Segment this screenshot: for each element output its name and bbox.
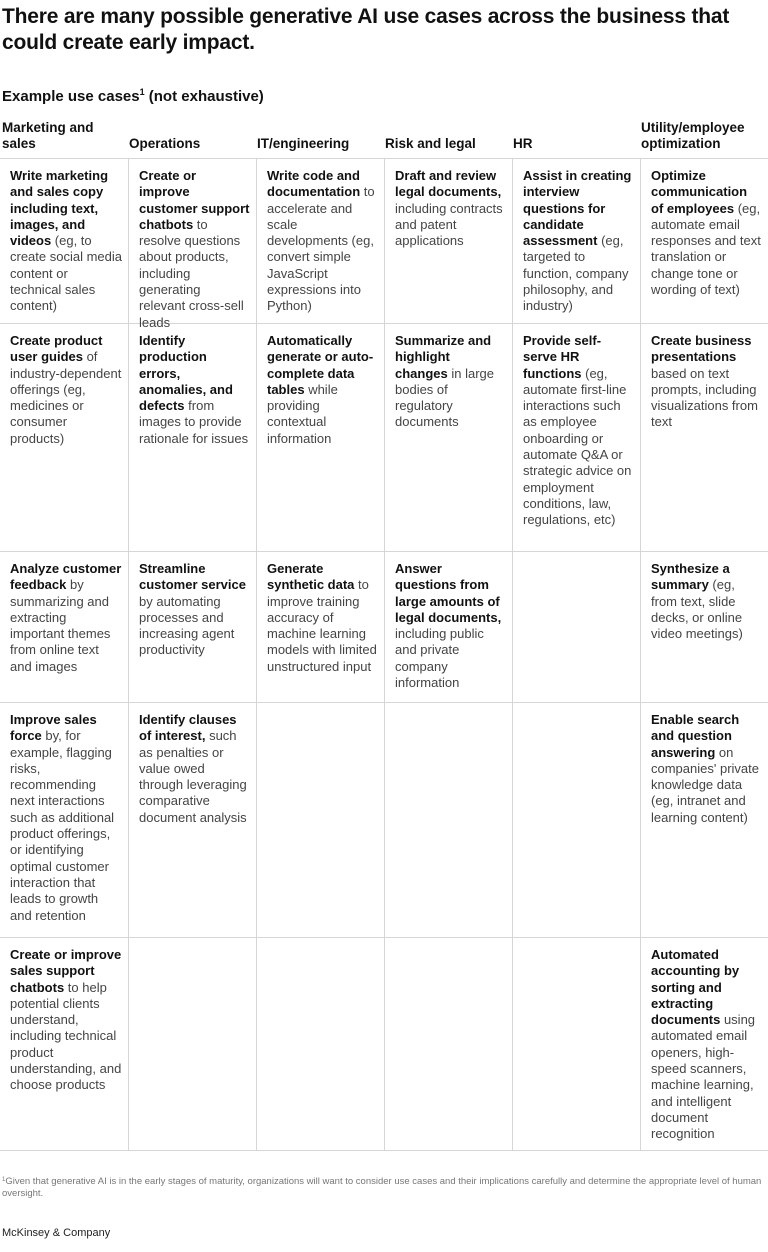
use-case-description: to resolve questions about products, including generating relevant cross-sell leads bbox=[139, 216, 244, 330]
subtitle-text: Example use cases bbox=[2, 88, 140, 105]
column-header-risk-legal: Risk and legal bbox=[385, 136, 476, 151]
table-cell bbox=[128, 552, 256, 702]
table-cell bbox=[640, 552, 768, 702]
use-case-description: on companies' private knowledge data (eg, intranet and learning content) bbox=[651, 744, 759, 825]
use-case-description: including public and private company information bbox=[395, 626, 484, 691]
use-case-title: Answer questions from large amounts of legal documents, bbox=[395, 561, 502, 625]
use-case-title: Create or improve sales support chatbots bbox=[10, 947, 122, 995]
table-cell bbox=[256, 159, 384, 323]
table-row bbox=[0, 552, 768, 703]
table-cell bbox=[384, 552, 512, 702]
table-cell bbox=[0, 938, 128, 1150]
use-case-description: to improve training accuracy of machine learning models with limited unstructured input bbox=[267, 577, 377, 674]
use-case-title: Generate synthetic data bbox=[267, 561, 355, 593]
use-case-title: Streamline customer service bbox=[139, 561, 246, 593]
use-case-title: Identify clauses of interest, bbox=[139, 712, 237, 744]
table-cell bbox=[512, 324, 640, 551]
table-row bbox=[0, 938, 768, 1151]
table-cell bbox=[640, 938, 768, 1150]
column-headers bbox=[0, 118, 768, 158]
use-case-description: (eg, targeted to function, company philosophy, and industry) bbox=[523, 233, 629, 314]
table-cell bbox=[384, 938, 512, 1150]
use-case-title: Synthesize a summary bbox=[651, 561, 730, 593]
column-header-it: IT/engineering bbox=[257, 136, 350, 151]
table-cell bbox=[384, 324, 512, 551]
use-case-description: in large bodies of regulatory documents bbox=[395, 365, 494, 430]
footnote-text: Given that generative AI is in the early stages of maturity, organizations will want to consider use cases and their implications carefully and determine the appropriate level of human oversight. bbox=[2, 1176, 762, 1199]
table-subtitle bbox=[2, 82, 264, 107]
table-cell bbox=[512, 938, 640, 1150]
table-cell bbox=[256, 552, 384, 702]
use-case-title: Draft and review legal documents, bbox=[395, 168, 502, 200]
table-cell bbox=[0, 552, 128, 702]
column-header-marketing: Marketing and sales bbox=[2, 120, 94, 151]
use-case-title: Analyze customer feedback bbox=[10, 561, 122, 593]
table-row bbox=[0, 324, 768, 552]
table-cell bbox=[384, 159, 512, 323]
use-case-title: Create or improve customer support chatbots bbox=[139, 168, 250, 232]
use-case-description: to accelerate and scale developments (eg, convert simple JavaScript expressions into Python) bbox=[267, 184, 375, 314]
table-cell bbox=[512, 552, 640, 702]
use-case-title: Write marketing and sales copy including text, images, and videos bbox=[10, 168, 109, 249]
use-case-description: based on text prompts, including visualizations from text bbox=[651, 365, 758, 430]
column-header-hr: HR bbox=[513, 136, 533, 151]
table-cell bbox=[128, 159, 256, 330]
use-case-title: Summarize and highlight changes bbox=[395, 333, 492, 381]
use-case-description: by summarizing and extracting important themes from online text and images bbox=[10, 577, 111, 674]
table-cell bbox=[0, 159, 128, 323]
use-case-description: using automated email openers, high-speed scanners, machine learning, and intelligent document recognition bbox=[651, 1012, 756, 1142]
table-cell bbox=[128, 703, 256, 937]
use-case-title: Improve sales force bbox=[10, 712, 97, 744]
table-cell bbox=[640, 324, 768, 551]
use-case-title: Optimize communication of employees bbox=[651, 168, 748, 216]
use-case-title: Enable search and question answering bbox=[651, 712, 740, 760]
table-cell bbox=[0, 703, 128, 937]
table-cell bbox=[256, 703, 384, 937]
footnote-marker: 1 bbox=[139, 87, 145, 97]
table-cell bbox=[640, 703, 768, 937]
page-title: There are many possible generative AI use cases across the business that could create early impact. bbox=[2, 5, 730, 54]
use-case-title: Create business presentations bbox=[651, 333, 752, 365]
use-case-description: (eg, from text, slide decks, or online video meetings) bbox=[651, 577, 743, 642]
use-case-description: of industry-dependent offerings (eg, medicines or consumer products) bbox=[10, 349, 122, 446]
use-case-title: Identify production errors, anomalies, and defects bbox=[139, 333, 233, 414]
use-case-title: Assist in creating interview questions for candidate assessment bbox=[523, 168, 632, 249]
table-cell bbox=[512, 159, 640, 323]
column-header-operations: Operations bbox=[129, 136, 201, 151]
table-row bbox=[0, 159, 768, 330]
table-cell bbox=[512, 703, 640, 937]
use-case-description: including contracts and patent applications bbox=[395, 200, 503, 249]
table-cell bbox=[128, 938, 256, 1150]
use-case-description: (eg, to create social media content or technical sales content) bbox=[10, 233, 122, 314]
use-case-description: such as penalties or value owed through leveraging comparative document analysis bbox=[139, 728, 247, 825]
table-row bbox=[0, 703, 768, 938]
subtitle-suffix: (not exhaustive) bbox=[144, 88, 264, 105]
table-cell bbox=[128, 324, 256, 551]
brand-logo-text: McKinsey & Company bbox=[2, 1227, 111, 1239]
footnote bbox=[2, 1174, 762, 1200]
table-cell bbox=[640, 159, 768, 323]
table-cell bbox=[0, 324, 128, 551]
use-case-description: to help potential clients understand, including technical product understanding, and choose products bbox=[10, 979, 122, 1093]
table-cell bbox=[256, 938, 384, 1150]
use-case-description: by, for example, flagging risks, recommending next interactions such as additional product offerings, or identifying optimal customer interaction that leads to growth and retention bbox=[10, 728, 115, 923]
use-case-title: Create product user guides bbox=[10, 333, 103, 365]
use-case-description: (eg, automate email responses and text translation or change tone or wording of text) bbox=[651, 200, 761, 298]
use-case-table bbox=[0, 158, 768, 1151]
use-case-title: Write code and documentation bbox=[267, 168, 361, 200]
use-case-title: Provide self-serve HR functions bbox=[523, 333, 602, 381]
footnote-marker: 1 bbox=[2, 1177, 6, 1183]
table-cell bbox=[256, 324, 384, 551]
use-case-description: while providing contextual information bbox=[267, 381, 338, 446]
use-case-description: from images to provide rationale for issues bbox=[139, 398, 249, 446]
use-case-description: by automating processes and increasing agent productivity bbox=[139, 593, 235, 658]
use-case-description: (eg, automate first-line interactions such as employee onboarding or automate Q&A or strategic advice on employment conditions, law, regulations, etc) bbox=[523, 365, 632, 528]
column-header-utility: Utility/employee optimization bbox=[641, 120, 745, 151]
use-case-title: Automatically generate or auto-complete data tables bbox=[267, 333, 374, 397]
use-case-title: Automated accounting by sorting and extracting documents bbox=[651, 947, 740, 1028]
table-cell bbox=[384, 703, 512, 937]
